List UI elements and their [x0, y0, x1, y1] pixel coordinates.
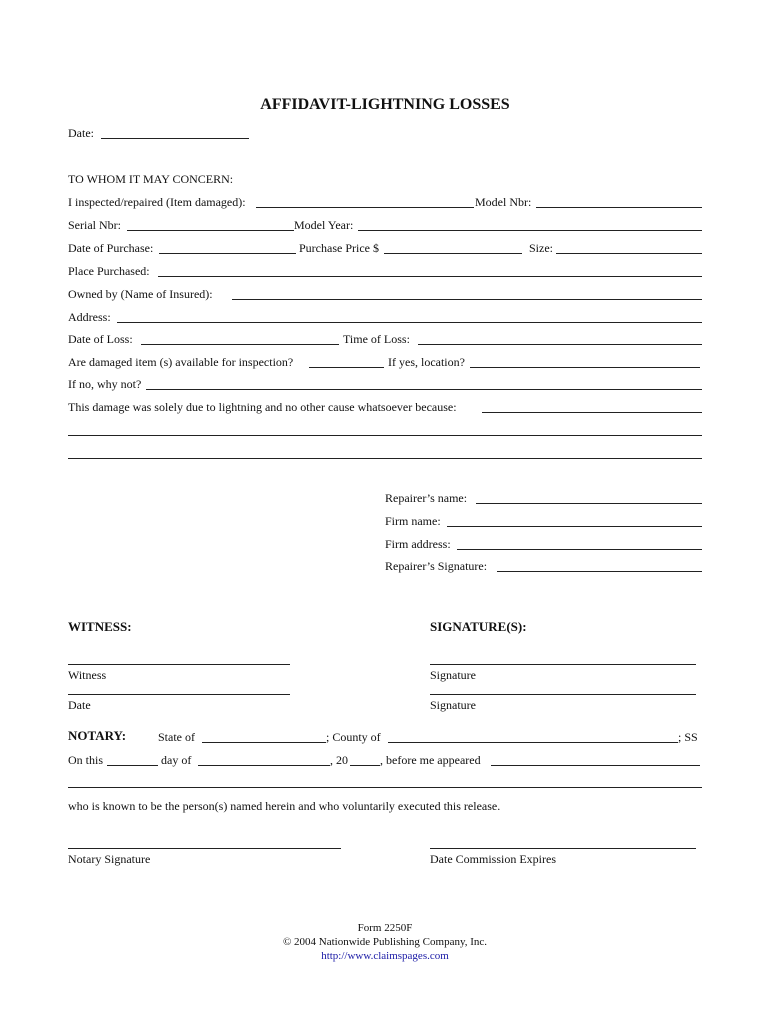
damage-cause-line-3[interactable] — [68, 458, 702, 459]
notary-signature-label: Notary Signature — [68, 852, 151, 866]
location-field[interactable] — [470, 367, 700, 368]
witness-date-line[interactable] — [68, 694, 290, 695]
time-of-loss-field[interactable] — [418, 344, 702, 345]
purchase-price-label: Purchase Price $ — [299, 241, 379, 255]
model-nbr-field[interactable] — [536, 207, 702, 208]
model-year-label: Model Year: — [294, 218, 354, 232]
salutation: TO WHOM IT MAY CONCERN: — [68, 172, 234, 186]
before-me-label: , before me appeared — [380, 753, 481, 767]
state-of-label: State of — [158, 730, 195, 744]
date-of-purchase-label: Date of Purchase: — [68, 241, 154, 255]
owned-by-label: Owned by (Name of Insured): — [68, 287, 213, 301]
firm-address-field[interactable] — [457, 549, 702, 550]
size-label: Size: — [529, 241, 553, 255]
size-field[interactable] — [556, 253, 702, 254]
day-field[interactable] — [107, 765, 158, 766]
if-no-label: If no, why not? — [68, 377, 142, 391]
damage-cause-field[interactable] — [482, 412, 702, 413]
county-field[interactable] — [388, 742, 678, 743]
date-label: Date: — [68, 126, 94, 140]
owned-by-field[interactable] — [232, 299, 702, 300]
damage-cause-line-2[interactable] — [68, 435, 702, 436]
date-of-loss-field[interactable] — [141, 344, 339, 345]
year-prefix: , 20 — [330, 753, 348, 767]
witness-date-label: Date — [68, 698, 91, 712]
damage-cause-label: This damage was solely due to lightning and no other cause whatsoever because: — [68, 400, 457, 414]
address-field[interactable] — [117, 322, 702, 323]
county-of-label: ; County of — [326, 730, 381, 744]
on-this-label: On this — [68, 753, 104, 767]
serial-nbr-label: Serial Nbr: — [68, 218, 121, 232]
firm-name-field[interactable] — [447, 526, 702, 527]
ss-label: ; SS — [678, 730, 698, 744]
notary-signature-line[interactable] — [68, 848, 341, 849]
available-label: Are damaged item (s) available for inspection? — [68, 355, 294, 369]
day-of-label: day of — [161, 753, 192, 767]
firm-address-label: Firm address: — [385, 537, 451, 551]
commission-expires-line[interactable] — [430, 848, 696, 849]
signature-line-2[interactable] — [430, 694, 696, 695]
witness-signature-line[interactable] — [68, 664, 290, 665]
place-purchased-field[interactable] — [158, 276, 702, 277]
time-of-loss-label: Time of Loss: — [343, 332, 410, 346]
signatures-heading: SIGNATURE(S): — [430, 619, 527, 634]
appeared-line-2[interactable] — [68, 787, 702, 788]
year-field[interactable] — [350, 765, 380, 766]
model-year-field[interactable] — [358, 230, 702, 231]
copyright: © 2004 Nationwide Publishing Company, Inc. — [282, 936, 488, 948]
appeared-field[interactable] — [491, 765, 700, 766]
model-nbr-label: Model Nbr: — [475, 195, 532, 209]
commission-expires-label: Date Commission Expires — [430, 852, 556, 866]
witness-heading: WITNESS: — [68, 619, 132, 634]
purchase-price-field[interactable] — [384, 253, 522, 254]
signature-label-1: Signature — [430, 668, 476, 682]
signature-line-1[interactable] — [430, 664, 696, 665]
place-purchased-label: Place Purchased: — [68, 264, 150, 278]
date-of-purchase-field[interactable] — [159, 253, 296, 254]
address-label: Address: — [68, 310, 111, 324]
website-link[interactable]: http://www.claimspages.com — [321, 950, 449, 962]
month-field[interactable] — [198, 765, 330, 766]
serial-nbr-field[interactable] — [127, 230, 294, 231]
why-not-field[interactable] — [146, 389, 702, 390]
signature-label-2: Signature — [430, 698, 476, 712]
if-yes-label: If yes, location? — [388, 355, 465, 369]
form-title: AFFIDAVIT-LIGHTNING LOSSES — [260, 96, 510, 113]
repairer-signature-label: Repairer’s Signature: — [385, 559, 488, 573]
known-text: who is known to be the person(s) named herein and who voluntarily executed this release. — [68, 799, 501, 813]
available-field[interactable] — [309, 367, 384, 368]
repairer-signature-field[interactable] — [497, 571, 702, 572]
repairer-name-label: Repairer’s name: — [385, 491, 468, 505]
date-field[interactable] — [101, 138, 249, 139]
date-of-loss-label: Date of Loss: — [68, 332, 133, 346]
item-damaged-field[interactable] — [256, 207, 474, 208]
state-field[interactable] — [202, 742, 326, 743]
form-number: Form 2250F — [357, 922, 413, 934]
firm-name-label: Firm name: — [385, 514, 441, 528]
witness-label: Witness — [68, 668, 107, 682]
repairer-name-field[interactable] — [476, 503, 702, 504]
item-damaged-label: I inspected/repaired (Item damaged): — [68, 195, 246, 209]
notary-heading: NOTARY: — [68, 728, 127, 743]
